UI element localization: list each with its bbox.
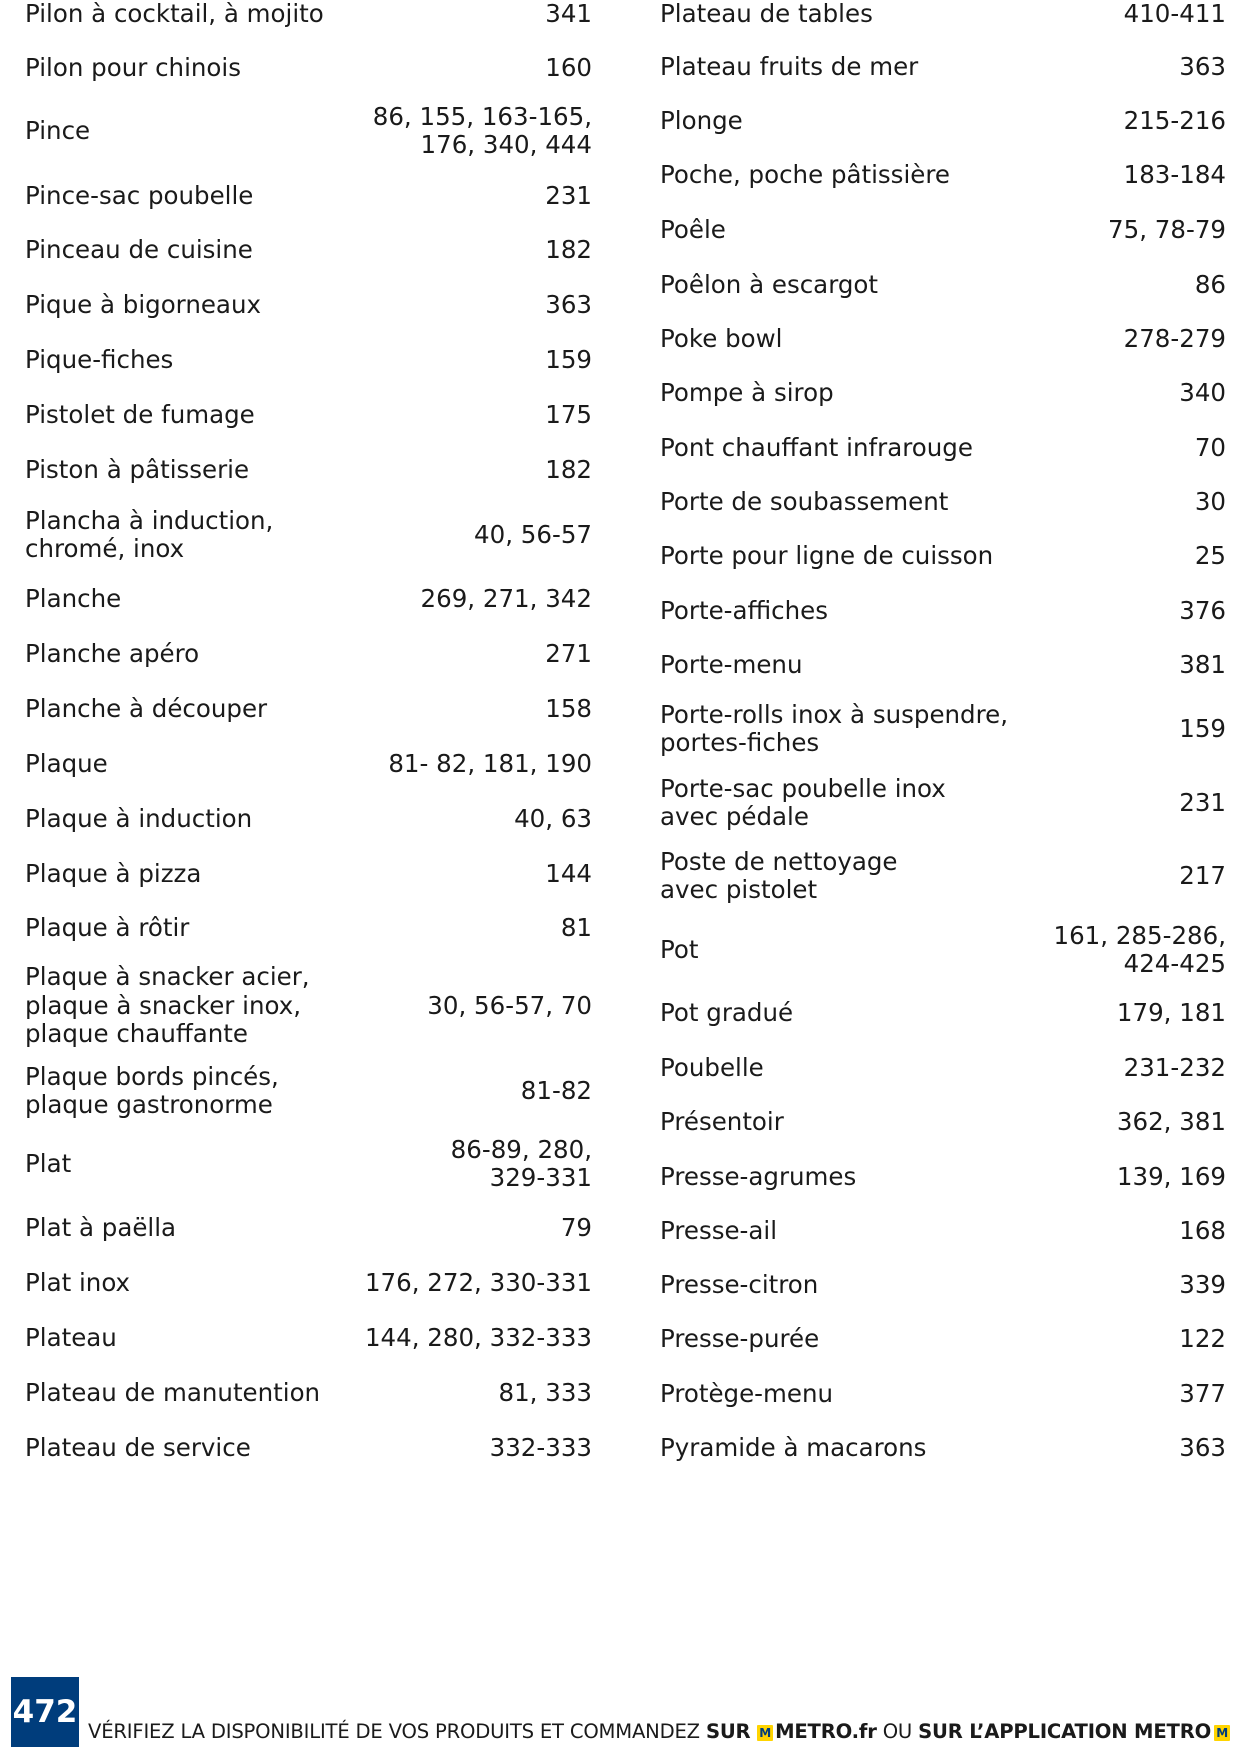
- index-term: Présentoir: [660, 1106, 784, 1136]
- index-pages: 376: [1179, 595, 1226, 625]
- index-pages: 341: [545, 0, 592, 28]
- index-entry: [660, 999, 1226, 1028]
- index-pages: 410-411: [1123, 0, 1226, 28]
- index-entry: [660, 848, 1226, 905]
- index-pages: 158: [545, 693, 592, 723]
- page-number: 472: [12, 1694, 78, 1730]
- index-term: Porte-menu: [660, 649, 803, 679]
- index-entry: [660, 1054, 1226, 1083]
- index-pages: 81- 82, 181, 190: [388, 748, 592, 778]
- index-pages: 339: [1179, 1269, 1226, 1299]
- index-pages: 81: [560, 912, 592, 942]
- index-term: Plaque à pizza: [25, 858, 202, 888]
- index-entry: [25, 640, 592, 669]
- index-term: Poste de nettoyage avec pistolet: [660, 846, 898, 904]
- index-term: Poche, poche pâtissière: [660, 159, 950, 189]
- index-term: Plonge: [660, 105, 743, 135]
- index-pages: 363: [1179, 1432, 1226, 1462]
- index-pages: 278-279: [1123, 323, 1226, 353]
- index-pages: 161, 285-286, 424-425: [1053, 920, 1226, 978]
- index-term: Porte-sac poubelle inox avec pédale: [660, 773, 946, 831]
- index-pages: 175: [545, 399, 592, 429]
- index-term: Plaque à snacker acier, plaque à snacker inox, plaque chauffante: [25, 962, 310, 1049]
- index-entry: [660, 1325, 1226, 1354]
- index-pages: 362, 381: [1116, 1106, 1226, 1136]
- index-pages: 144: [545, 858, 592, 888]
- index-pages: 179, 181: [1116, 997, 1226, 1027]
- index-pages: 86: [1194, 269, 1226, 299]
- index-term: Plat à paëlla: [25, 1212, 177, 1242]
- index-entry: [660, 651, 1226, 680]
- index-pages: 25: [1194, 540, 1226, 570]
- index-pages: 86, 155, 163-165, 176, 340, 444: [372, 101, 592, 159]
- index-term: Pont chauffant infrarouge: [660, 432, 973, 462]
- index-entry: [25, 291, 592, 320]
- index-entry: [660, 434, 1226, 463]
- index-entry: [25, 54, 592, 83]
- index-pages: 159: [1179, 713, 1226, 743]
- index-entry: [660, 775, 1226, 832]
- index-pages: 160: [545, 52, 592, 82]
- index-pages: 363: [1179, 51, 1226, 81]
- index-entry: [25, 1269, 592, 1298]
- index-entry: [25, 1214, 592, 1243]
- index-entry: [660, 1271, 1226, 1300]
- index-term: Pince: [25, 115, 91, 145]
- index-entry: [25, 507, 592, 564]
- index-entry: [25, 456, 592, 485]
- index-entry: [25, 1379, 592, 1408]
- index-pages: 381: [1179, 649, 1226, 679]
- index-entry: [25, 860, 592, 889]
- index-term: Pot: [660, 934, 699, 964]
- index-pages: 144, 280, 332-333: [364, 1322, 592, 1352]
- index-term: Plaque: [25, 748, 108, 778]
- index-entry: [660, 597, 1226, 626]
- index-term: Plat inox: [25, 1267, 131, 1297]
- index-pages: 377: [1179, 1378, 1226, 1408]
- index-pages: 70: [1194, 432, 1226, 462]
- index-entry: [25, 1434, 592, 1463]
- index-entry: [660, 701, 1226, 758]
- index-term: Plateau de tables: [660, 0, 873, 28]
- index-entry: [660, 161, 1226, 190]
- index-term: Porte pour ligne de cuisson: [660, 540, 994, 570]
- index-pages: 79: [560, 1212, 592, 1242]
- index-term: Poêlon à escargot: [660, 269, 878, 299]
- metro-logo-icon: M: [757, 1725, 773, 1741]
- index-pages: 183-184: [1123, 159, 1226, 189]
- index-term: Piston à pâtisserie: [25, 454, 250, 484]
- index-pages: 231-232: [1123, 1052, 1226, 1082]
- index-pages: 271: [545, 638, 592, 668]
- index-pages: 30: [1194, 486, 1226, 516]
- index-entry: [25, 182, 592, 211]
- index-entry: [25, 1136, 592, 1193]
- index-pages: 176, 272, 330-331: [364, 1267, 592, 1297]
- index-term: Presse-purée: [660, 1323, 820, 1353]
- index-pages: 215-216: [1123, 105, 1226, 135]
- index-term: Pilon à cocktail, à mojito: [25, 0, 324, 28]
- index-entry: [660, 1434, 1226, 1463]
- index-pages: 75, 78-79: [1108, 214, 1226, 244]
- index-pages: 81, 333: [498, 1377, 592, 1407]
- index-pages: 340: [1179, 377, 1226, 407]
- index-entry: [660, 216, 1226, 245]
- index-entry: [660, 488, 1226, 517]
- index-pages: 81-82: [520, 1075, 592, 1105]
- index-pages: 182: [545, 234, 592, 264]
- index-term: Poubelle: [660, 1052, 764, 1082]
- index-entry: [660, 1217, 1226, 1246]
- footer-sur-text: SUR: [705, 1720, 758, 1743]
- index-entry: [25, 695, 592, 724]
- metro-app-logo-icon: M: [1214, 1725, 1230, 1741]
- footer-or-text: OU: [876, 1720, 919, 1743]
- index-term: Plaque bords pincés, plaque gastronorme: [25, 1061, 279, 1119]
- footer-metro-link[interactable]: METRO.fr: [775, 1720, 877, 1743]
- index-pages: 139, 169: [1116, 1161, 1226, 1191]
- index-term: Plateau: [25, 1322, 117, 1352]
- index-entry: [25, 401, 592, 430]
- index-term: Poke bowl: [660, 323, 783, 353]
- index-term: Porte-rolls inox à suspendre, portes-fiches: [660, 699, 1008, 757]
- index-pages: 30, 56-57, 70: [427, 990, 592, 1020]
- index-entry: [25, 805, 592, 834]
- index-entry: [25, 0, 592, 28]
- index-term: Pinceau de cuisine: [25, 234, 253, 264]
- index-pages: 159: [545, 344, 592, 374]
- index-pages: 217: [1179, 860, 1226, 890]
- index-entry: [660, 1108, 1226, 1137]
- index-entry: [660, 922, 1226, 979]
- index-term: Planche apéro: [25, 638, 200, 668]
- index-term: Porte de soubassement: [660, 486, 949, 516]
- index-entry: [25, 750, 592, 779]
- index-pages: 122: [1179, 1323, 1226, 1353]
- index-pages: 168: [1179, 1215, 1226, 1245]
- index-term: Presse-agrumes: [660, 1161, 857, 1191]
- index-term: Plancha à induction, chromé, inox: [25, 505, 274, 563]
- index-term: Protège-menu: [660, 1378, 834, 1408]
- index-pages: 86-89, 280, 329-331: [450, 1134, 592, 1192]
- index-entry: [660, 271, 1226, 300]
- index-entry: [25, 1324, 592, 1353]
- index-entry: [660, 53, 1226, 82]
- index-entry: [25, 103, 592, 160]
- index-pages: 182: [545, 454, 592, 484]
- index-term: Planche: [25, 583, 122, 613]
- page-number-badge: [11, 1677, 79, 1747]
- index-term: Pique à bigorneaux: [25, 289, 261, 319]
- index-entry: [25, 914, 592, 943]
- index-term: Plat: [25, 1148, 72, 1178]
- index-entry: [25, 236, 592, 265]
- index-term: Presse-citron: [660, 1269, 819, 1299]
- index-term: Pot gradué: [660, 997, 794, 1027]
- index-entry: [660, 325, 1226, 354]
- index-term: Plaque à rôtir: [25, 912, 190, 942]
- footer-app-text: SUR L’APPLICATION METRO: [918, 1720, 1212, 1743]
- index-term: Porte-affiches: [660, 595, 829, 625]
- index-term: Pilon pour chinois: [25, 52, 241, 82]
- index-entry: [25, 585, 592, 614]
- footer-intro-text: VÉRIFIEZ LA DISPONIBILITÉ DE VOS PRODUITS ET COMMANDEZ: [88, 1720, 706, 1743]
- index-entry: [660, 1380, 1226, 1409]
- index-entry: [660, 0, 1226, 28]
- index-term: Pompe à sirop: [660, 377, 834, 407]
- index-pages: 363: [545, 289, 592, 319]
- index-term: Planche à découper: [25, 693, 268, 723]
- index-pages: 231: [1179, 787, 1226, 817]
- index-pages: 332-333: [489, 1432, 592, 1462]
- index-pages: 40, 56-57: [474, 519, 592, 549]
- index-term: Plateau fruits de mer: [660, 51, 919, 81]
- index-term: Plateau de service: [25, 1432, 251, 1462]
- index-term: Plaque à induction: [25, 803, 253, 833]
- index-term: Pique-fiches: [25, 344, 174, 374]
- index-pages: 269, 271, 342: [420, 583, 592, 613]
- index-term: Presse-ail: [660, 1215, 778, 1245]
- index-term: Pyramide à macarons: [660, 1432, 927, 1462]
- index-term: Pince-sac poubelle: [25, 180, 254, 210]
- index-entry: [25, 1063, 592, 1120]
- index-entry: [660, 1163, 1226, 1192]
- index-term: Pistolet de fumage: [25, 399, 255, 429]
- index-term: Poêle: [660, 214, 726, 244]
- index-entry: [660, 107, 1226, 136]
- index-entry: [660, 542, 1226, 571]
- index-term: Plateau de manutention: [25, 1377, 321, 1407]
- footer-banner: [88, 1720, 1228, 1743]
- index-entry: [660, 379, 1226, 408]
- index-pages: 231: [545, 180, 592, 210]
- index-entry: [25, 346, 592, 375]
- index-pages: 40, 63: [514, 803, 592, 833]
- index-entry: [25, 963, 592, 1049]
